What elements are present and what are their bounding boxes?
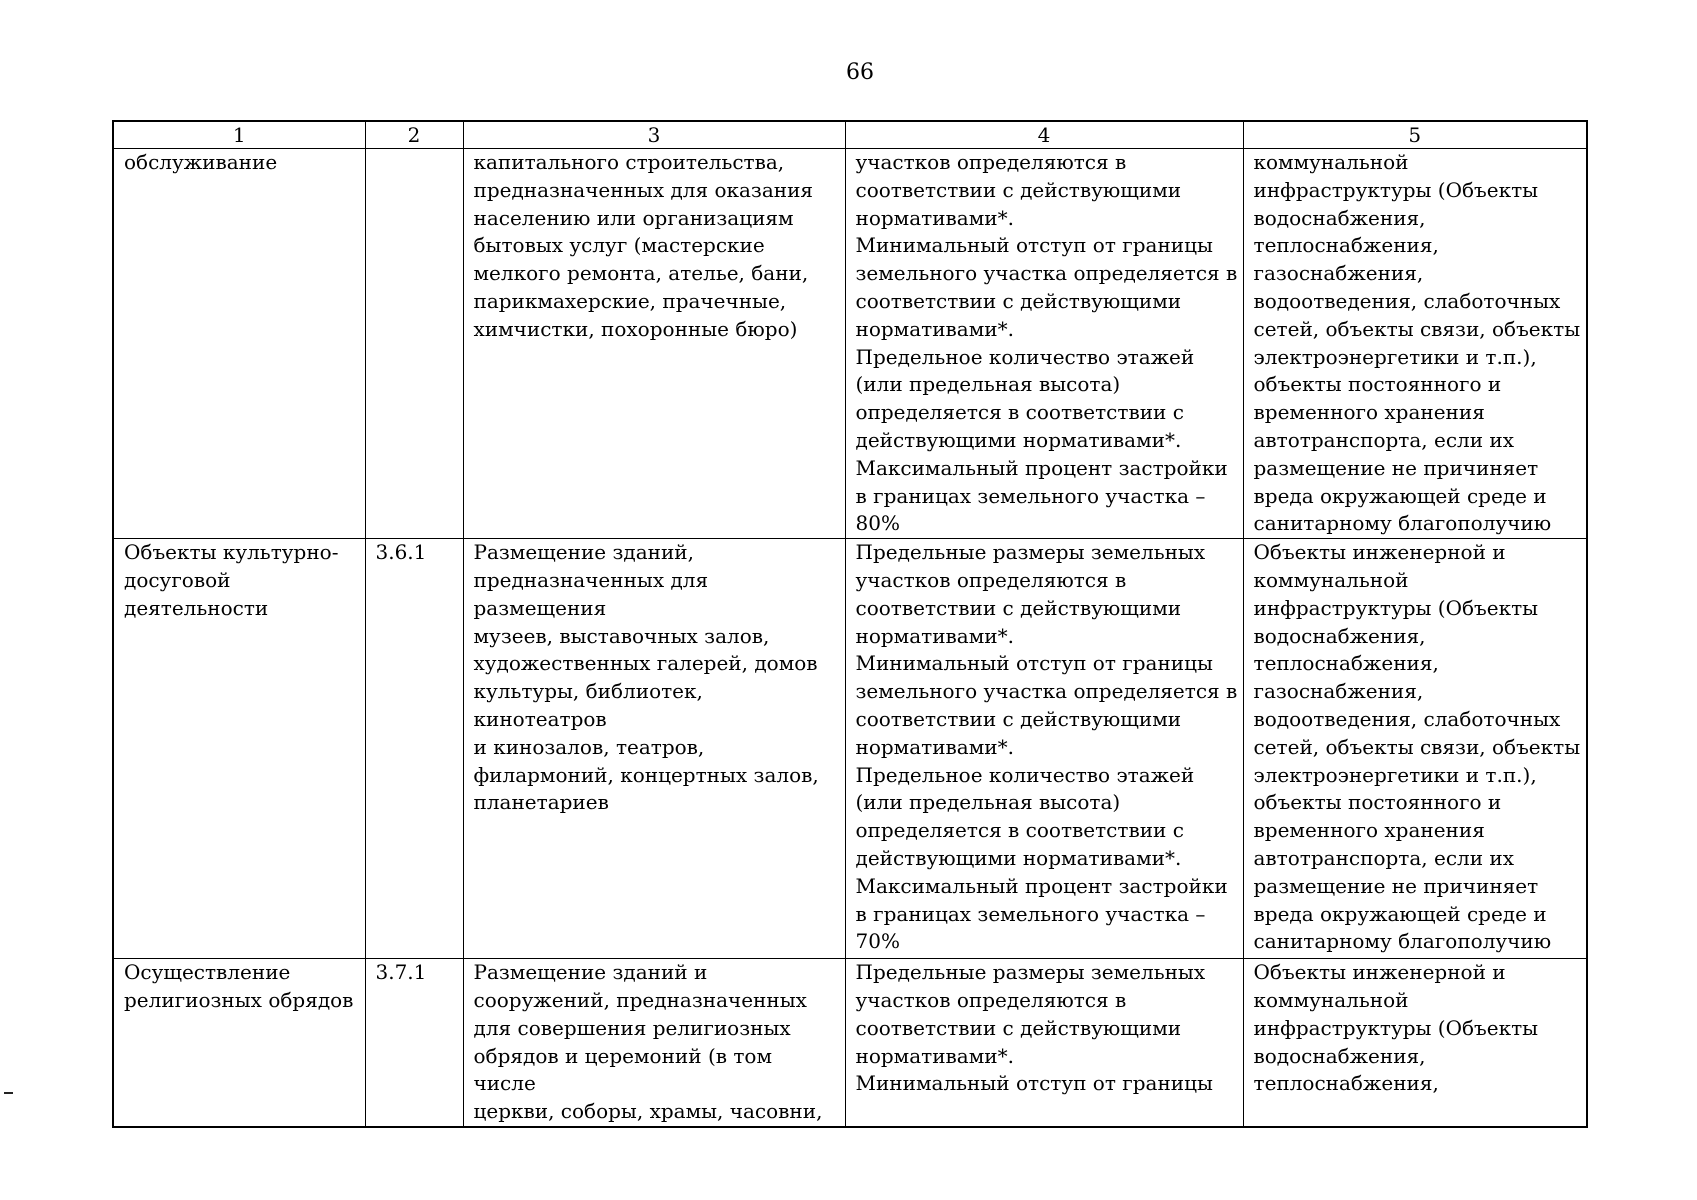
parameters-cell: участков определяются в соответствии с действующими нормативами*. Минимальный отступ от границы земельного участка определяется в соответствии с действующими нормативами*. Предельное количество этажей (или предельная высота) определяется в соответствии с действующими нормативами*. Максимальный процент застройки в границах земельного участка – 80%	[845, 149, 1243, 539]
use-name-cell: Объекты культурно- досуговой деятельности	[113, 539, 365, 959]
use-name-cell: Осуществление религиозных обрядов	[113, 959, 365, 1127]
column-header-5: 5	[1243, 121, 1587, 149]
use-code-cell: 3.7.1	[365, 959, 463, 1127]
table-header	[113, 121, 1587, 149]
use-code-cell	[365, 149, 463, 539]
auxiliary-uses-cell: Объекты инженерной и коммунальной инфраструктуры (Объекты водоснабжения, теплоснабжения,	[1243, 959, 1587, 1127]
scan-edge-mark	[4, 1092, 13, 1094]
table-body	[113, 149, 1587, 1127]
use-description-cell: Размещение зданий и сооружений, предназначенных для совершения религиозных обрядов и церемоний (в том числе церкви, соборы, храмы, часовни,	[463, 959, 845, 1127]
column-header-1: 1	[113, 121, 365, 149]
parameters-cell: Предельные размеры земельных участков определяются в соответствии с действующими нормативами*. Минимальный отступ от границы	[845, 959, 1243, 1127]
table-row	[113, 959, 1587, 1127]
use-code-cell: 3.6.1	[365, 539, 463, 959]
use-description-cell: Размещение зданий, предназначенных для размещения музеев, выставочных залов, художественных галерей, домов культуры, библиотек, кинотеатров и кинозалов, театров, филармоний, концертных залов, планетариев	[463, 539, 845, 959]
use-name-cell: обслуживание	[113, 149, 365, 539]
auxiliary-uses-cell: коммунальной инфраструктуры (Объекты водоснабжения, теплоснабжения, газоснабжения, водоотведения, слаботочных сетей, объекты связи, объекты электроэнергетики и т.п.), объекты постоянного и временного хранения автотранспорта, если их размещение не причиняет вреда окружающей среде и санитарному благополучию	[1243, 149, 1587, 539]
parameters-cell: Предельные размеры земельных участков определяются в соответствии с действующими нормативами*. Минимальный отступ от границы земельного участка определяется в соответствии с действующими нормативами*. Предельное количество этажей (или предельная высота) определяется в соответствии с действующими нормативами*. Максимальный процент застройки в границах земельного участка – 70%	[845, 539, 1243, 959]
use-description-cell: капитального строительства, предназначенных для оказания населению или организациям бытовых услуг (мастерские мелкого ремонта, ателье, бани, парикмахерские, прачечные, химчистки, похоронные бюро)	[463, 149, 845, 539]
page-number: 66	[846, 60, 874, 85]
zoning-table	[112, 120, 1588, 1128]
auxiliary-uses-cell: Объекты инженерной и коммунальной инфраструктуры (Объекты водоснабжения, теплоснабжения, газоснабжения, водоотведения, слаботочных сетей, объекты связи, объекты электроэнергетики и т.п.), объекты постоянного и временного хранения автотранспорта, если их размещение не причиняет вреда окружающей среде и санитарному благополучию	[1243, 539, 1587, 959]
header-row	[113, 121, 1587, 149]
column-header-2: 2	[365, 121, 463, 149]
column-header-4: 4	[845, 121, 1243, 149]
table-row	[113, 539, 1587, 959]
table-row	[113, 149, 1587, 539]
column-header-3: 3	[463, 121, 845, 149]
